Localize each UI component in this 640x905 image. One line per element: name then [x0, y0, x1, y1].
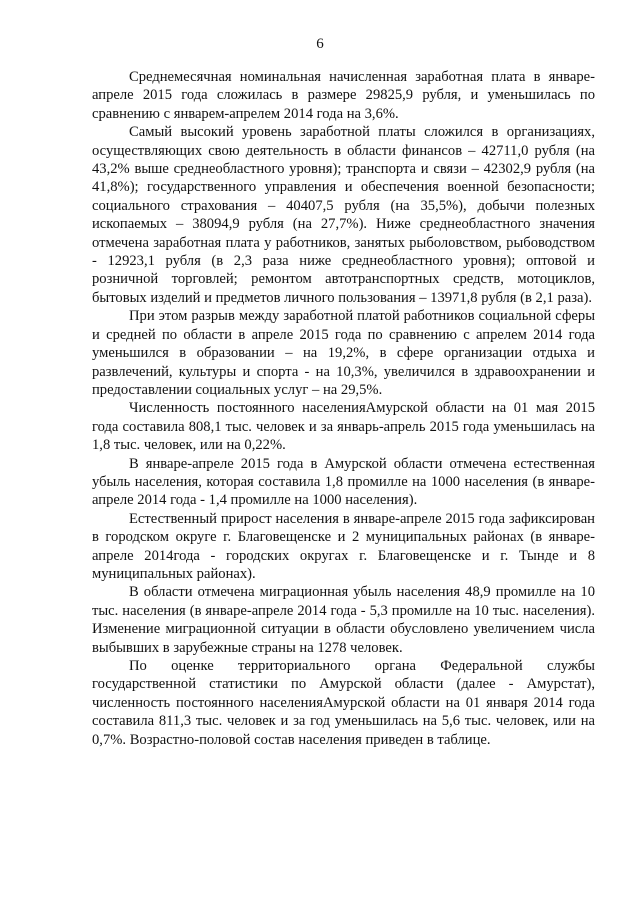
paragraph-population-may: Численность постоянного населенияАмурской области на 01 мая 2015 года составила 808,1 тыс. человек и за январь-апрель 2015 года уменьшилась на 1,8 тыс. человек, или на 0,22%.	[92, 400, 595, 454]
page-number: 6	[316, 36, 324, 52]
paragraph-natural-increase: Естественный прирост населения в январе-апреле 2015 года зафиксирован в городском округе г. Благовещенске и 2 муниципальных районах (в январе-апреле 2014года - городских округах г. Благовещенске и г. Тынде и 8 муниципальных районах).	[92, 510, 595, 582]
paragraph-population-estimate: По оценке территориального органа Федеральной службы государственной статистики по Амурской области (далее - Амурстат), численность постоянного населенияАмурской области на 01 января 2014 года составила 811,3 тыс. человек и за год уменьшилась на 5,6 тыс. человек, или на 0,7%. Возрастно-половой состав населения приведен в таблице.	[92, 658, 595, 748]
paragraph-average-salary: Среднемесячная номинальная начисленная заработная плата в январе-апреле 2015 года сложилась в размере 29825,9 рубля, и уменьшилась по сравнению с январем-апрелем 2014 года на 3,6%.	[92, 69, 595, 122]
paragraph-natural-decrease: В январе-апреле 2015 года в Амурской области отмечена естественная убыль населения, которая составила 1,8 промилле на 1000 населения (в январе-апреле 2014 года - 1,4 промилле на 1000 населения).	[92, 455, 595, 509]
paragraph-migration: В области отмечена миграционная убыль населения 48,9 промилле на 10 тыс. населения (в январе-апреле 2014 года - 5,3 промилле на 10 тыс. населения). Изменение миграционной ситуации в области обусловлено увеличением числа выбывших в зарубежные страны на 1278 человек.	[92, 584, 595, 656]
body-text	[92, 68, 595, 749]
paragraph-salary-by-industry: Самый высокий уровень заработной платы сложился в организациях, осуществляющих свою деятельность в области финансов – 42711,0 рубля (на 43,2% выше среднеобластного уровня); транспорта и связи – 42302,9 рубля (на 41,8%); государственного управления и обеспечения военной безопасности; социального страхования – 40407,5 рубля (на 35,5%), добычи полезных ископаемых – 38094,9 рубля (на 27,7%). Ниже среднеобластного значения отмечена заработная плата у работников, занятых рыболовством, рыбоводством - 12923,1 рубля (в 2,3 раза ниже среднеобластного уровня); оптовой и розничной торговлей; ремонтом автотранспортных средств, мотоциклов, бытовых изделий и предметов личного пользования – 13971,8 рубля (в 2,1 раза).	[92, 124, 595, 306]
paragraph-social-sphere-gap: При этом разрыв между заработной платой работников социальной сферы и средней по области в апреле 2015 года по сравнению с апрелем 2014 года уменьшился в образовании – на 19,2%, в сфере организации отдыха и развлечений, культуры и спорта - на 10,3%, увеличился в здравоохранении и предоставлении социальных услуг – на 29,5%.	[92, 308, 595, 398]
